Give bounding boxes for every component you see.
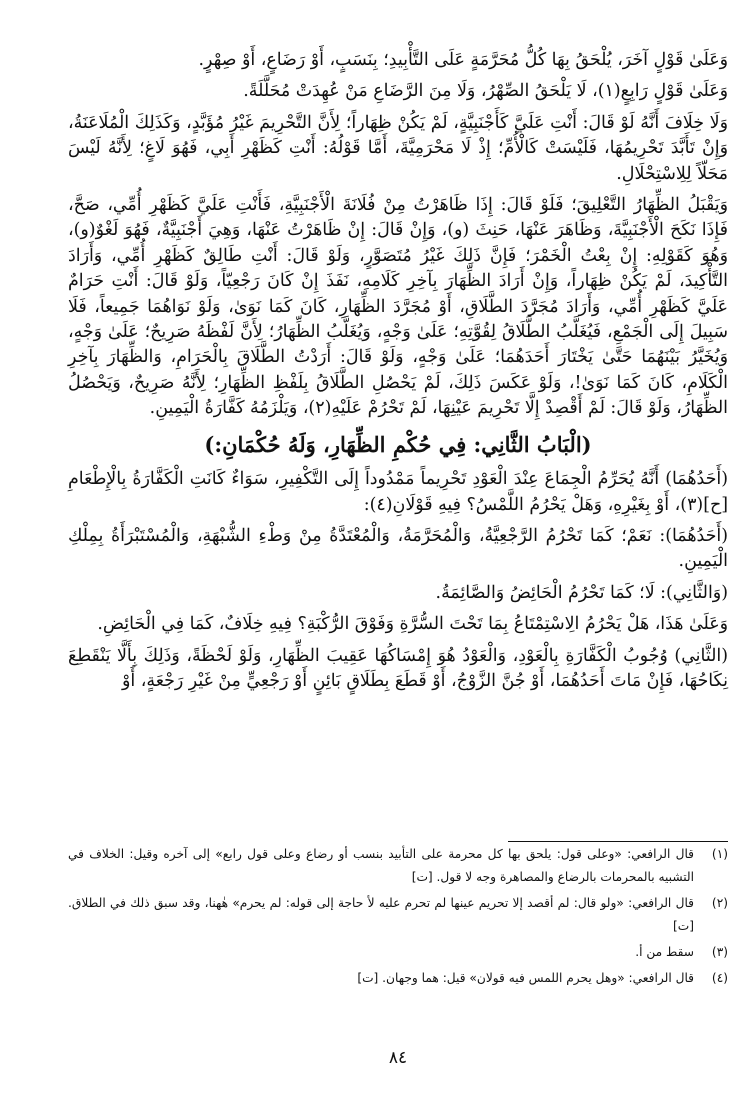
chapter-heading: (الْبَابُ الثَّانِي: فِي حُكْمِ الظِّهَارِ، وَلَهُ حُكْمَانِ:)	[204, 431, 592, 457]
footnote-text: سقط من أ.	[635, 945, 694, 959]
footnote-number: (٢)	[711, 896, 728, 910]
footnote-number: (٣)	[711, 945, 728, 959]
paragraph: وَعَلَىٰ هَذَا، هَلْ يَحْرُمُ الِاسْتِمْتَاعُ بِمَا تَحْتَ السُّرَّةِ وَفَوْقَ الرُّكْبَةِ؟ فِيهِ خِلَافٌ، كَمَا فِي الْحَائِضِ.	[97, 614, 728, 635]
paragraph: (وَالثَّانِي): لَا؛ كَمَا تَحْرُمُ الْحَائِضُ وَالصَّائِمَةُ.	[435, 582, 728, 603]
paragraph: وَعَلَىٰ قَوْلٍ رَابِعٍ(١)، لَا يَلْحَقُ الصِّهْرُ، وَلَا مِنَ الرَّضَاعِ مَنْ عُهِدَتْ مُحَلَّلَةً.	[243, 81, 728, 102]
page-number: ٨٤	[388, 1048, 408, 1068]
book-page	[68, 48, 728, 1068]
footnote	[68, 967, 728, 990]
paragraph: وَيَقْبَلُ الظِّهَارُ التَّعْلِيقَ؛ فَلَوْ قَالَ: إِذَا ظَاهَرْتُ مِنْ فُلَانَةَ الْأَجْنَبِيَّةِ، فَأَنْتِ عَلَيَّ كَظَهْرِ أُمِّي، صَحَّ، فَإِذَا نَكَحَ الْأَجْنَبِيَّةَ، وَظَاهَرَ عَنْهَا، حَنِثَ (و)، وَإِنْ قَالَ: إِنْ ظَاهَرْتُ عَنْهَا، وَهِيَ أَجْنَبِيَّةٌ، فَهُوَ لَغْوٌ(و)، وَهُوَ كَقَوْلِهِ: إِنْ بِعْتُ الْخَمْرَ؛ فَإِنَّ ذَلِكَ غَيْرُ مُتَصَوَّرٍ، وَلَوْ قَالَ: أَنْتِ طَالِقٌ كَظَهْرِ أُمِّي، وَأَرَادَ التَّأْكِيدَ، لَمْ يَكُنْ ظِهَاراً، وَإِنْ أَرَادَ الظِّهَارَ بِآخِرِ كَلَامِهِ، نَفَذَ إِنْ كَانَ رَجْعِيّاً، وَلَوْ قَالَ: أَنْتِ حَرَامٌ عَلَيَّ كَظَهْرِ أُمِّي، وَأَرَادَ مُجَرَّدَ الطَّلَاقِ، أَوْ مُجَرَّدَ الظِّهَارِ، كَانَ كَمَا نَوَىٰ، وَلَوْ نَوَاهُمَا جَمِيعاً، فَلَا سَبِيلَ إِلَى الْجَمْعِ، فَيُغَلَّبُ الطَّلَاقُ لِقُوَّتِهِ؛ عَلَىٰ وَجْهٍ، وَيُغَلَّبُ الظِّهَارُ؛ لِأَنَّ لَفْظَهُ صَرِيحٌ؛ عَلَىٰ وَجْهٍ، وَيُخَيَّرُ بَيْنَهُمَا حَتَّىٰ يَخْتَارَ أَحَدَهُمَا؛ عَلَىٰ وَجْهٍ، وَلَوْ قَالَ: أَرَدْتُ الطَّلَاقَ بِالْحَرَامِ، وَالظِّهَارَ بِآخِرِ الْكَلَامِ، كَانَ كَمَا نَوَىٰ!، وَلَوْ عَكَسَ ذَلِكَ، لَمْ يَحْصُلِ الطَّلَاقُ بِلَفْظِ الظِّهَارِ؛ لِأَنَّهُ صَرِيحٌ، وَيَحْصُلُ الظِّهَارُ، وَلَوْ قَالَ: لَمْ أَقْصِدْ إِلَّا تَحْرِيمَ عَيْنِهَا، لَمْ تَحْرُمْ عَلَيْهِ(٢)، وَيَلْزَمُهُ كَفَّارَةُ الْيَمِينِ.	[68, 195, 728, 419]
paragraph: (أَحَدُهُمَا): نَعَمْ؛ كَمَا تَحْرُمُ الرَّجْعِيَّةُ، وَالْمُحَرَّمَةُ، وَالْمُعْتَدَّةُ مِنْ وَطْءِ الشُّبْهَةِ، وَالْمُسْتَبْرَأَةُ بِمِلْكِ الْيَمِينِ.	[68, 525, 728, 572]
footnote-text: قال الرافعي: «ولو قال: لم أقصد إلا تحريم عينها لم تحرم عليه لأ حاجة إلى قوله: لم يحرم» هٰهنا، وقد سبق ذلك في الطلاق. [ت]	[68, 896, 694, 933]
main-text	[68, 48, 728, 694]
footnotes	[68, 843, 728, 993]
footnote	[68, 892, 728, 938]
footnote-number: (١)	[711, 847, 728, 861]
paragraph: وَلَا خِلَافَ أَنَّهُ لَوْ قَالَ: أَنْتِ عَلَيَّ كَأَجْنَبِيَّةٍ، لَمْ يَكُنْ ظِهَاراً؛ لِأَنَّ التَّحْرِيمَ غَيْرُ مُؤَبَّدٍ، وَكَذَلِكَ الْمُلَاعَنَةُ، وَإِنْ تَأَبَّدَ تَحْرِيمُهَا، فَلَيْسَتْ كَالْأُمِّ؛ إِذْ لَا مَحْرَمِيَّةَ، أَمَّا قَوْلُهُ: أَنْتِ كَظَهْرِ أَبِي، فَهُوَ لَاغٍ؛ لِأَنَّهُ لَيْسَ مَحَلّاً لِلِاسْتِحْلَالِ.	[68, 112, 728, 184]
footnote	[68, 941, 728, 964]
paragraph: وَعَلَىٰ قَوْلٍ آخَرَ، يُلْحَقُ بِهَا كُلُّ مُحَرَّمَةٍ عَلَى التَّأْبِيدِ؛ بِنَسَبٍ، أَوْ رَضَاعٍ، أَوْ صِهْرٍ.	[198, 50, 728, 70]
paragraph: (الثَّانِي) وُجُوبُ الْكَفَّارَةِ بِالْعَوْدِ، وَالْعَوْدُ هُوَ إِمْسَاكُهَا عَقِيبَ الظِّهَارِ، وَلَوْ لَحْظَةً، وَذَلِكَ بِأَلَّا يَنْقَطِعَ نِكَاحُهَا، فَإِنْ مَاتَ أَحَدُهُمَا، أَوْ جُنَّ الزَّوْجُ، أَوْ قَطَعَ بِطَلَاقٍ بَائِنٍ أَوْ رَجْعِيٍّ مِنْ غَيْرِ رَجْعَةٍ، أَوْ	[68, 645, 728, 691]
footnote-number: (٤)	[711, 971, 728, 985]
paragraph: (أَحَدُهُمَا) أَنَّهُ يُحَرِّمُ الْجِمَاعَ عِنْدَ الْعَوْدِ تَحْرِيماً مَمْدُوداً إِلَى التَّكْفِيرِ، سَوَاءٌ كَانَتِ الْكَفَّارَةُ بِالْإِطْعَامِ [ح](٣)، أَوْ بِغَيْرِهِ، وَهَلْ يَحْرُمُ اللَّمْسُ؟ فِيهِ قَوْلَانِ(٤):	[68, 469, 728, 515]
footnote-text: قال الرافعي: «وهل يحرم اللمس فيه قولان» قيل: هما وجهان. [ت]	[357, 971, 694, 985]
footnote-text: قال الرافعي: «وعلى قول: يلحق بها كل محرمة على التأبيد بنسب أو رضاع وعلى قول رابع» إلى آخره وقيل: الخلاف في التشبيه بالمحرمات بالرضاع والمصاهرة وجه لا قول. [ت]	[68, 847, 694, 884]
footnote-divider	[508, 841, 728, 842]
footnote	[68, 843, 728, 889]
